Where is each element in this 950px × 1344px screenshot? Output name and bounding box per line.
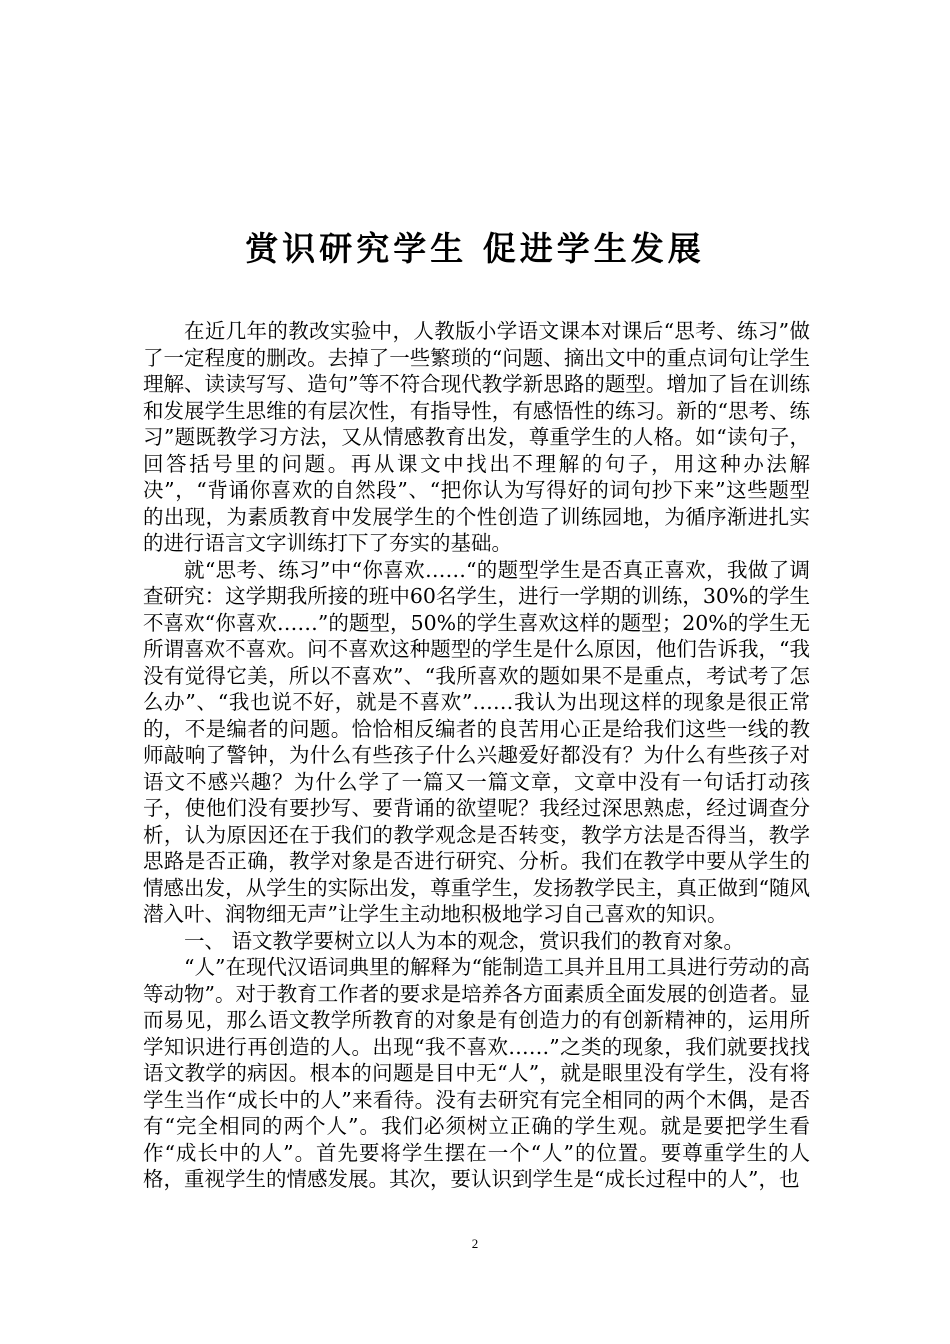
paragraph-survey: 就“思考、练习”中“你喜欢……“的题型学生是否真正喜欢，我做了调查研究：这学期我所接的班中60名学生，进行一学期的训练，30%的学生不喜欢“你喜欢……”的题型，50%的学生喜欢这样的题型；20%的学生无所谓喜欢不喜欢。问不喜欢这种题型的学生是什么原因，他们告诉我，“我没有觉得它美，所以不喜欢”、“我所喜欢的题如果不是重点，考试考了怎么办”、“我也说不好，就是不喜欢”……我认为出现这样的现象是很正常的，不是编者的问题。恰恰相反编者的良苦用心正是给我们这些一线的教师敲响了警钟，为什么有些孩子什么兴趣爱好都没有？为什么有些孩子对语文不感兴趣？为什么学了一篇又一篇文章，文章中没有一句话打动孩子，使他们没有要抄写、要背诵的欲望呢？我经过深思熟虑，经过调查分析，认为原因还在于我们的教学观念是否转变，教学方法是否得当，教学思路是否正确，教学对象是否进行研究、分析。我们在教学中要从学生的情感出发，从学生的实际出发，尊重学生，发扬教学民主，真正做到“随风潜入叶、润物细无声”让学生主动地积极地学习自己喜欢的知识。 — [143, 557, 810, 926]
section-heading-1: 一、 语文教学要树立以人为本的观念，赏识我们的教育对象。 — [184, 928, 745, 953]
page-number: 2 — [471, 1236, 479, 1251]
paragraph-student-view: “人”在现代汉语词典里的解释为“能制造工具并且用工具进行劳动的高等动物”。对于教育工作者的要求是培养各方面素质全面发展的创造者。显而易见，那么语文教学所教育的对象是有创造力的有创新精神的，运用所学知识进行再创造的人。出现“我不喜欢……”之类的现象，我们就要找找语文教学的病因。根本的问题是目中无“人”，就是眼里没有学生，没有将学生当作“成长中的人”来看待。没有去研究有完全相同的两个木偶，是否有“完全相同的两个人”。我们必须树立正确的学生观。就是要把学生看作“成长中的人”。首先要将学生摆在一个“人”的位置。要尊重学生的人格，重视学生的情感发展。其次，要认识到学生是“成长过程中的人”，也 — [143, 955, 810, 1191]
paragraph-intro: 在近几年的教改实验中，人教版小学语文课本对课后“思考、练习”做了一定程度的删改。去掉了一些繁琐的“问题、摘出文中的重点词句让学生理解、读读写写、造句”等不符合现代教学新思路的题型。增加了旨在训练和发展学生思维的有层次性，有指导性，有感悟性的练习。新的“思考、练习”题既教学习方法，又从情感教育出发，尊重学生的人格。如“读句子，回答括号里的问题。再从课文中找出不理解的句子，用这种办法解决”，“背诵你喜欢的自然段”、“把你认为写得好的词句抄下来”这些题型的出现，为素质教育中发展学生的个性创造了训练园地，为循序渐进扎实的进行语言文字训练打下了夯实的基础。 — [143, 319, 810, 555]
document-body — [143, 318, 810, 1193]
document-title: 赏识研究学生 促进学生发展 — [245, 229, 705, 268]
